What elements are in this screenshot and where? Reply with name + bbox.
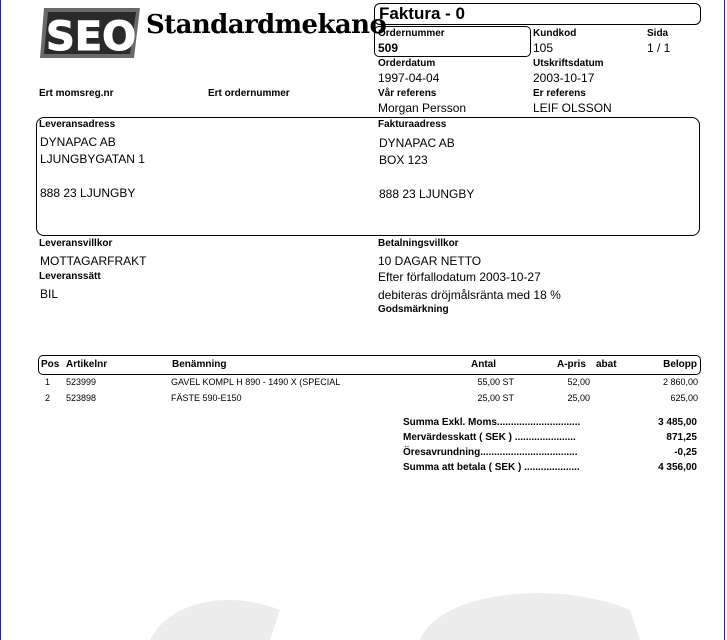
order-date-value: 1997-04-04 [378,71,440,85]
row-article: 523999 [66,377,97,387]
row-amount: 625,00 [670,393,698,403]
row-price: 25,00 [567,393,590,403]
row-qty: 25,00 ST [477,393,514,403]
row-pos: 1 [45,377,51,387]
payment-terms-note2: debiteras dröjmålsränta med 18 % [378,288,561,302]
payment-terms-value: 10 DAGAR NETTO [378,254,482,268]
svg-text:SEO: SEO [46,14,137,60]
print-date-value: 2003-10-17 [533,71,595,85]
col-name: Benämning [172,359,227,370]
row-name: FÄSTE 590-E150 [171,393,242,403]
total-payable-value: 4 356,00 [658,462,697,473]
delivery-method-value: BIL [40,287,59,301]
col-article: Artikelnr [66,359,108,370]
watermark-graphic [0,570,727,640]
payment-terms-note1: Efter förfallodatum 2003-10-27 [378,270,541,284]
table-row [0,377,727,391]
order-number-box [374,26,531,57]
payment-terms-label: Betalningsvillkor [378,238,459,249]
customer-code-value: 105 [533,41,554,55]
company-logo [40,6,140,60]
order-date-label: Orderdatum [378,58,436,69]
invoice-address-line2: BOX 123 [379,153,428,167]
our-reference-value: Morgan Persson [378,101,467,115]
delivery-address-line1: DYNAPAC AB [40,135,116,149]
total-excl-vat-value: 3 485,00 [658,417,697,428]
row-price: 52,00 [567,377,590,387]
total-payable-label: Summa att betala ( SEK ) .................... [403,462,580,473]
col-discount: abat [596,359,617,370]
page-label: Sida [647,28,669,39]
col-price: A-pris [557,359,586,370]
total-excl-vat-label: Summa Exkl. Moms.............................. [403,417,581,428]
row-pos: 2 [45,393,51,403]
order-number-label: Ordernummer [378,28,445,39]
delivery-terms-value: MOTTAGARFRAKT [40,254,147,268]
invoice-title-box [374,3,701,25]
row-article: 523898 [66,393,97,403]
print-date-label: Utskriftsdatum [533,58,604,69]
delivery-address-label: Leveransadress [39,119,116,130]
goods-marking-label: Godsmärkning [378,304,449,315]
your-reference-value: LEIF OLSSON [533,101,612,115]
order-number-value: 509 [378,41,399,55]
delivery-address-line3: 888 23 LJUNGBY [40,186,136,200]
rounding-label: Öresavrundning................................... [403,447,578,458]
delivery-address-line2: LJUNGBYGATAN 1 [40,152,145,166]
table-row [0,393,727,407]
customer-code-label: Kundkod [533,28,577,39]
company-name: Standardmekano [146,10,387,40]
delivery-terms-label: Leveransvillkor [39,238,113,249]
vat-label: Mervärdesskatt ( SEK ) ...................... [403,432,576,443]
invoice-title: Faktura - 0 [379,4,465,23]
col-qty: Antal [471,359,496,370]
delivery-method-label: Leveranssätt [39,271,101,282]
vat-reg-label: Ert momsreg.nr [39,88,114,99]
rounding-value: -0,25 [674,447,697,458]
col-pos: Pos [41,359,60,370]
row-qty: 55,00 ST [477,377,514,387]
col-amount: Belopp [663,359,697,370]
row-name: GAVEL KOMPL H 890 - 1490 X (SPECIAL [171,377,341,387]
invoice-address-line3: 888 23 LJUNGBY [379,187,475,201]
page-value: 1 / 1 [647,41,671,55]
our-reference-label: Vår referens [378,88,437,99]
address-box [36,117,700,236]
your-order-label: Ert ordernummer [208,88,290,99]
invoice-address-line1: DYNAPAC AB [379,136,455,150]
row-amount: 2 860,00 [662,377,698,387]
your-reference-label: Er referens [533,88,586,99]
items-table-header [38,355,701,375]
invoice-address-label: Fakturaadress [378,119,447,130]
vat-value: 871,25 [666,432,697,443]
